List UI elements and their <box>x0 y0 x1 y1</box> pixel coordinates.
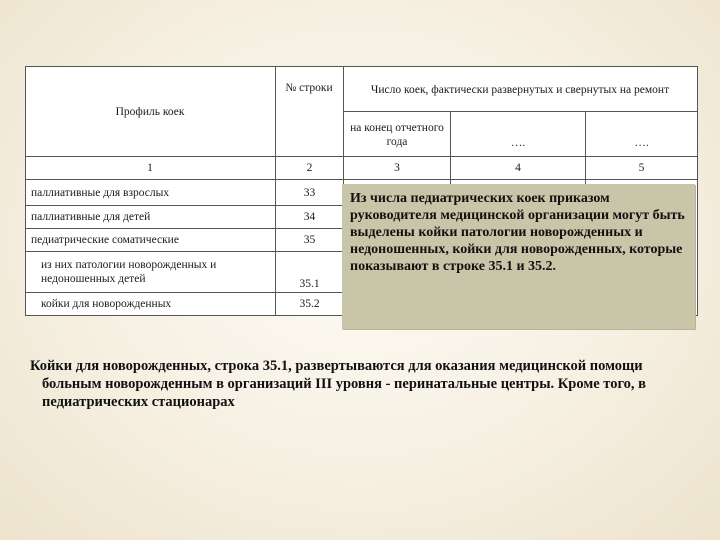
table-border-top <box>25 66 698 67</box>
header-divider <box>343 111 698 112</box>
table-border-right <box>697 66 698 316</box>
numbering-cell: 3 <box>394 162 400 174</box>
callout-text: Из числа педиатрических коек приказом руководителя медицинской организации могут быть выделены койки патологии новорожденных и недоношенных, койки для новорожденных, которые показывают в строке 35.1 и 35.2. <box>350 191 685 274</box>
table-row-profile: из них патологии новорожденных и недоношенных детей <box>41 259 217 285</box>
header-beds-group: Число коек, фактически развернутых и свернутых на ремонт <box>370 84 670 96</box>
callout-note <box>342 184 695 329</box>
caption-paragraph <box>30 357 690 411</box>
header-col4: …. <box>510 137 526 149</box>
numbering-cell: 1 <box>147 162 153 174</box>
header-row-number: № строки <box>285 82 333 94</box>
numbering-cell: 2 <box>306 162 313 174</box>
table-row-line: 35 <box>303 234 316 246</box>
header-profile: Профиль коек <box>115 106 185 118</box>
header-end-of-period: на конец отчетного года <box>350 122 444 148</box>
table-row-profile: паллиативные для детей <box>31 211 151 223</box>
row-rule <box>25 251 343 252</box>
table-row-line: 35.2 <box>299 298 320 310</box>
caption-text: Койки для новорожденных, строка 35.1, развертываются для оказания медицинской помощи больным новорожденным в организаций III уровня - перинатальные центры. Кроме того, в педиатрических стационарах <box>30 358 646 410</box>
table-row-line: 34 <box>303 211 316 223</box>
table-row-line: 35.1 <box>299 278 320 290</box>
table-row-profile: паллиативные для взрослых <box>31 186 170 199</box>
header-col5: …. <box>634 137 649 149</box>
table-row-profile: койки для новорожденных <box>41 298 172 310</box>
table-row-profile: педиатрические соматические <box>31 234 179 246</box>
numbering-cell: 4 <box>515 162 521 174</box>
table-border-left <box>25 66 26 316</box>
numbering-cell: 5 <box>638 162 645 174</box>
table-row-line: 33 <box>303 186 316 199</box>
